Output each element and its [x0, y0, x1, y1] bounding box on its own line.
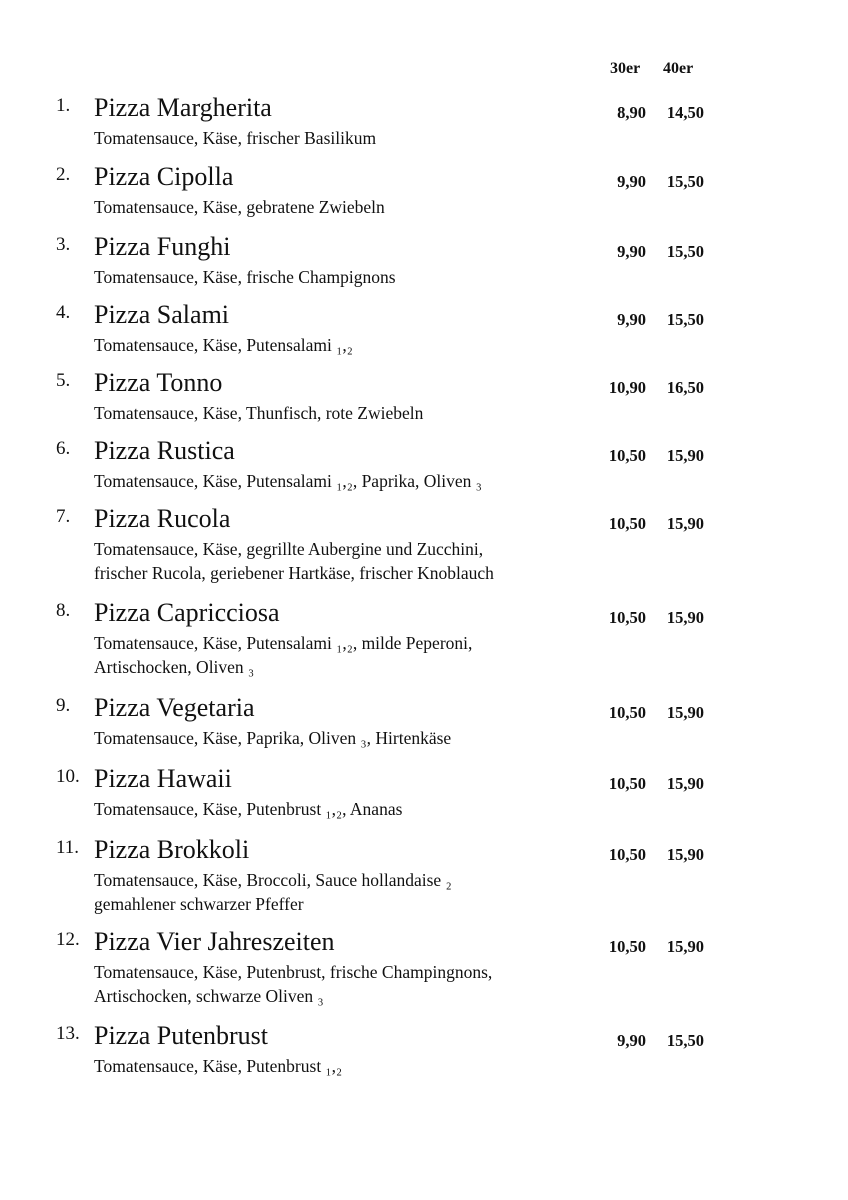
price-30: 8,90: [617, 103, 646, 122]
description-line: Tomatensauce, Käse, frische Champignons: [94, 267, 396, 287]
item-name: Pizza Rustica: [94, 436, 235, 465]
item-name: Pizza Putenbrust: [94, 1021, 269, 1050]
price-40: 16,50: [666, 378, 704, 397]
price-40: 15,90: [666, 845, 704, 864]
item-name: Pizza Cipolla: [94, 162, 234, 191]
price-30: 10,50: [608, 774, 646, 793]
item-description: [94, 401, 594, 425]
price-40: 15,90: [666, 446, 704, 465]
item-number: 3.: [56, 234, 71, 255]
item-name: Pizza Salami: [94, 300, 230, 329]
description-line: Tomatensauce, Käse, Broccoli, Sauce hollandaise ₂: [94, 870, 452, 890]
description-line: Tomatensauce, Käse, Thunfisch, rote Zwiebeln: [94, 403, 424, 423]
price-30: 10,50: [608, 446, 646, 465]
description-line: frischer Rucola, geriebener Hartkäse, frischer Knoblauch: [94, 563, 494, 583]
item-description: [94, 126, 594, 150]
item-name: Pizza Hawaii: [94, 764, 232, 793]
description-line: Tomatensauce, Käse, Putensalami ₁,₂: [94, 335, 353, 355]
description-line: gemahlener schwarzer Pfeffer: [94, 894, 304, 914]
item-number: 4.: [56, 302, 71, 323]
price-30: 10,50: [608, 845, 646, 864]
item-description: [94, 868, 594, 916]
description-line: Tomatensauce, Käse, Paprika, Oliven ₃, Hirtenkäse: [94, 728, 452, 748]
item-description: [94, 537, 594, 585]
price-40: 15,50: [666, 172, 704, 191]
item-name: Pizza Margherita: [94, 93, 272, 122]
item-name: Pizza Brokkoli: [94, 835, 250, 864]
item-number: 1.: [56, 95, 71, 116]
price-30: 9,90: [617, 172, 646, 191]
description-line: Artischocken, Oliven ₃: [94, 657, 255, 677]
item-number: 2.: [56, 164, 71, 185]
item-name: Pizza Tonno: [94, 368, 223, 397]
item-name: Pizza Rucola: [94, 504, 231, 533]
item-number: 9.: [56, 695, 71, 716]
description-line: Tomatensauce, Käse, Putenbrust ₁,₂: [94, 1056, 343, 1076]
item-number: 7.: [56, 506, 71, 527]
item-number: 10.: [56, 766, 80, 787]
item-description: [94, 1054, 594, 1078]
item-description: [94, 469, 594, 493]
price-40: 14,50: [666, 103, 704, 122]
item-name: Pizza Funghi: [94, 232, 231, 261]
price-30: 9,90: [617, 1031, 646, 1050]
price-40: 15,90: [666, 703, 704, 722]
item-name: Pizza Vier Jahreszeiten: [94, 927, 335, 956]
price-40: 15,90: [666, 608, 704, 627]
description-line: Tomatensauce, Käse, Putenbrust ₁,₂, Ananas: [94, 799, 403, 819]
description-line: Artischocken, schwarze Oliven ₃: [94, 986, 324, 1006]
price-40: 15,90: [666, 774, 704, 793]
description-line: Tomatensauce, Käse, Putenbrust, frische Champingnons,: [94, 962, 493, 982]
item-number: 12.: [56, 929, 80, 950]
description-line: Tomatensauce, Käse, Putensalami ₁,₂, Paprika, Oliven ₃: [94, 471, 482, 491]
price-30: 10,90: [608, 378, 646, 397]
item-description: [94, 960, 594, 1008]
item-description: [94, 333, 594, 357]
price-30: 9,90: [617, 310, 646, 329]
item-name: Pizza Vegetaria: [94, 693, 255, 722]
item-description: [94, 631, 594, 679]
size-30-header: 30er: [610, 60, 641, 77]
price-40: 15,90: [666, 937, 704, 956]
item-number: 8.: [56, 600, 71, 621]
description-line: Tomatensauce, Käse, gegrillte Aubergine und Zucchini,: [94, 539, 484, 559]
price-40: 15,50: [666, 242, 704, 261]
price-40: 15,50: [666, 310, 704, 329]
item-description: [94, 265, 594, 289]
price-30: 10,50: [608, 514, 646, 533]
item-description: [94, 726, 594, 750]
price-30: 10,50: [608, 703, 646, 722]
item-number: 5.: [56, 370, 71, 391]
description-line: Tomatensauce, Käse, Putensalami ₁,₂, milde Peperoni,: [94, 633, 473, 653]
price-40: 15,90: [666, 514, 704, 533]
item-number: 11.: [56, 837, 80, 858]
description-line: Tomatensauce, Käse, frischer Basilikum: [94, 128, 377, 148]
price-40: 15,50: [666, 1031, 704, 1050]
description-line: Tomatensauce, Käse, gebratene Zwiebeln: [94, 197, 385, 217]
size-40-header: 40er: [663, 60, 694, 77]
item-number: 13.: [56, 1023, 80, 1044]
price-30: 9,90: [617, 242, 646, 261]
item-description: [94, 797, 594, 821]
item-description: [94, 195, 594, 219]
price-30: 10,50: [608, 937, 646, 956]
item-name: Pizza Capricciosa: [94, 598, 280, 627]
item-number: 6.: [56, 438, 71, 459]
price-30: 10,50: [608, 608, 646, 627]
